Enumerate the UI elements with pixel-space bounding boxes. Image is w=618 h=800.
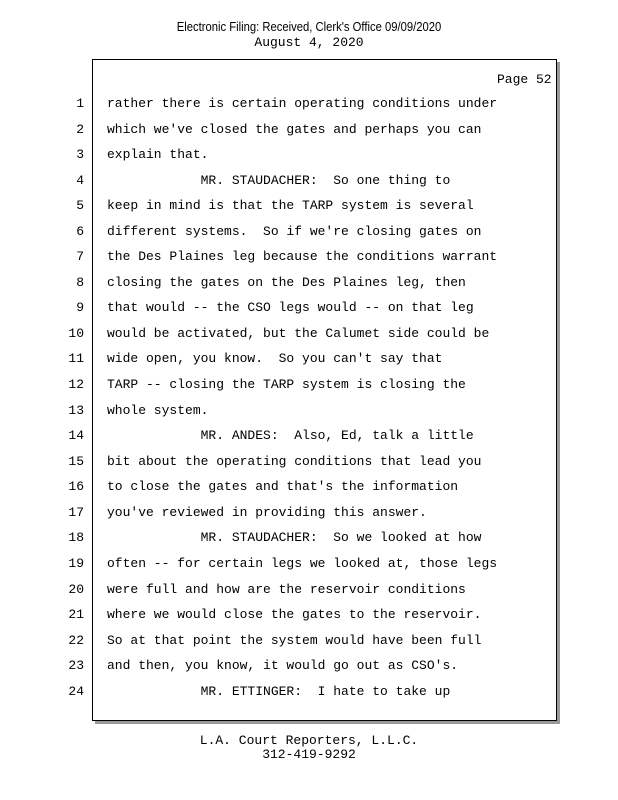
transcript-line: bit about the operating conditions that lead you bbox=[107, 454, 482, 469]
transcript-line: MR. STAUDACHER: So one thing to bbox=[107, 173, 451, 188]
line-number: 6 bbox=[76, 224, 84, 239]
transcript-line: keep in mind is that the TARP system is several bbox=[107, 198, 474, 213]
line-number: 5 bbox=[76, 198, 84, 213]
line-number: 20 bbox=[68, 582, 84, 597]
line-number: 16 bbox=[68, 479, 84, 494]
line-number: 4 bbox=[76, 173, 84, 188]
transcript-line: to close the gates and that's the information bbox=[107, 479, 459, 494]
transcript-line: the Des Plaines leg because the conditions warrant bbox=[107, 249, 498, 264]
line-number: 12 bbox=[68, 377, 84, 392]
transcript-line: and then, you know, it would go out as CSO's. bbox=[107, 658, 459, 673]
transcript-date: August 4, 2020 bbox=[254, 35, 364, 50]
line-number: 1 bbox=[76, 96, 84, 111]
line-number: 15 bbox=[68, 454, 84, 469]
line-number: 24 bbox=[68, 684, 84, 699]
transcript-line: MR. ANDES: Also, Ed, talk a little bbox=[107, 428, 474, 443]
transcript-line: often -- for certain legs we looked at, those legs bbox=[107, 556, 498, 571]
line-number: 3 bbox=[76, 147, 84, 162]
line-number: 10 bbox=[68, 326, 84, 341]
transcript-line: where we would close the gates to the reservoir. bbox=[107, 607, 482, 622]
transcript-line: would be activated, but the Calumet side could be bbox=[107, 326, 490, 341]
transcript-line: you've reviewed in providing this answer. bbox=[107, 505, 427, 520]
transcript-line: wide open, you know. So you can't say that bbox=[107, 351, 443, 366]
line-number: 8 bbox=[76, 275, 84, 290]
line-number: 13 bbox=[68, 403, 84, 418]
transcript-line: TARP -- closing the TARP system is closing the bbox=[107, 377, 466, 392]
line-number: 21 bbox=[68, 607, 84, 622]
transcript-line: that would -- the CSO legs would -- on that leg bbox=[107, 300, 474, 315]
line-number: 18 bbox=[68, 530, 84, 545]
line-number: 11 bbox=[68, 351, 84, 366]
transcript-line: rather there is certain operating conditions under bbox=[107, 96, 498, 111]
line-number: 17 bbox=[68, 505, 84, 520]
court-reporter-phone: 312-419-9292 bbox=[262, 747, 356, 762]
line-number: 22 bbox=[68, 633, 84, 648]
filing-stamp: Electronic Filing: Received, Clerk's Office 09/09/2020 bbox=[176, 20, 442, 34]
transcript-line: which we've closed the gates and perhaps you can bbox=[107, 122, 482, 137]
transcript-line: So at that point the system would have been full bbox=[107, 633, 482, 648]
transcript-line: explain that. bbox=[107, 147, 209, 162]
line-number: 7 bbox=[76, 249, 84, 264]
line-number: 19 bbox=[68, 556, 84, 571]
transcript-line: different systems. So if we're closing gates on bbox=[107, 224, 482, 239]
transcript-line: closing the gates on the Des Plaines leg, then bbox=[107, 275, 466, 290]
line-number: 9 bbox=[76, 300, 84, 315]
transcript-line: MR. ETTINGER: I hate to take up bbox=[107, 684, 451, 699]
transcript-line: whole system. bbox=[107, 403, 209, 418]
line-number: 14 bbox=[68, 428, 84, 443]
line-number: 2 bbox=[76, 122, 84, 137]
court-reporter-name: L.A. Court Reporters, L.L.C. bbox=[199, 733, 419, 748]
transcript-line: MR. STAUDACHER: So we looked at how bbox=[107, 530, 482, 545]
page-number: Page 52 bbox=[497, 72, 552, 87]
line-number: 23 bbox=[68, 658, 84, 673]
transcript-line: were full and how are the reservoir conditions bbox=[107, 582, 466, 597]
